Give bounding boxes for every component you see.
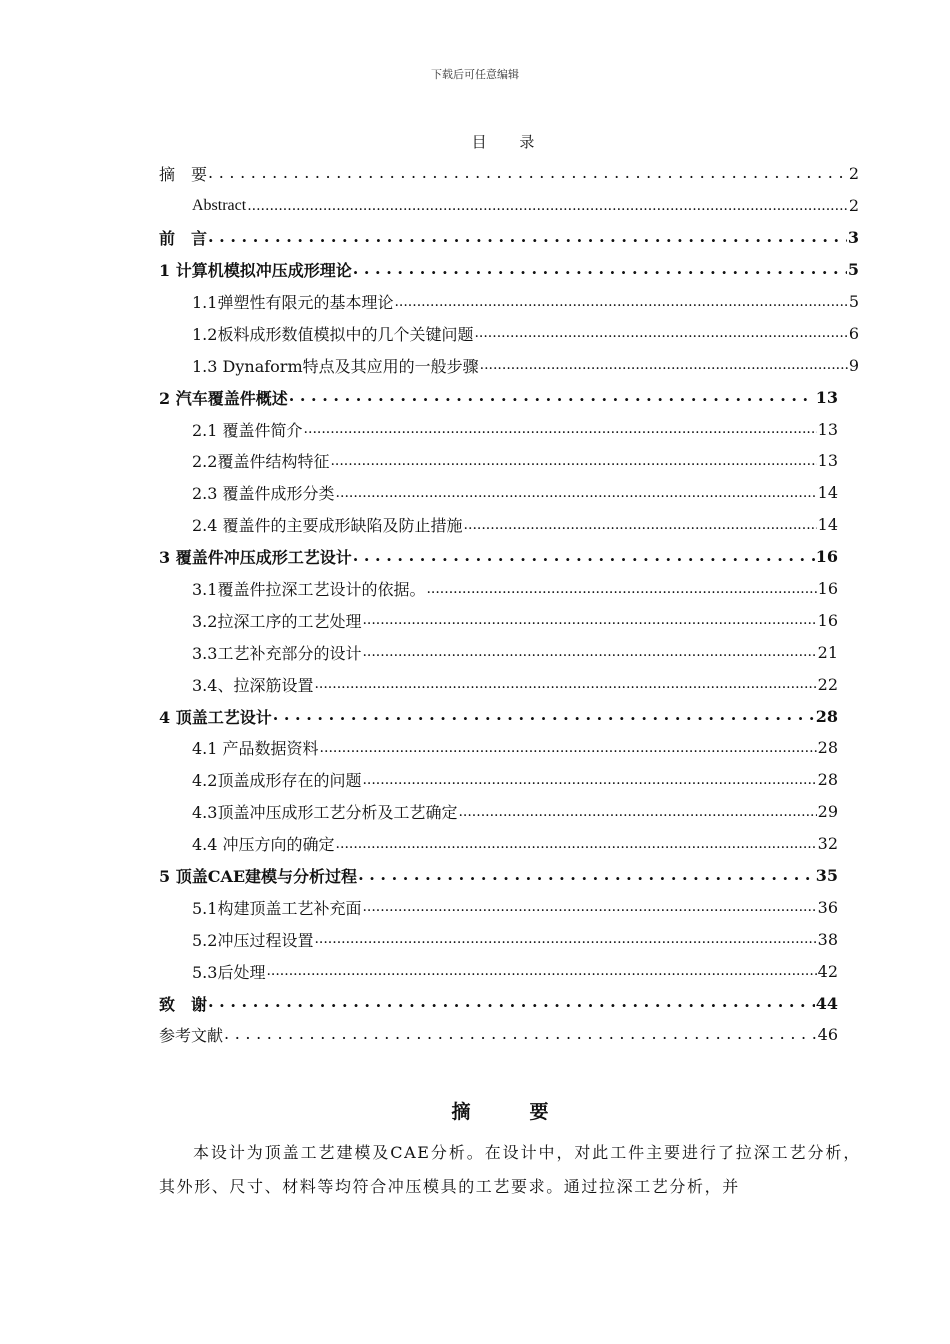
toc-entry-page-number: 35	[815, 866, 838, 886]
toc-dot-leader	[289, 387, 815, 407]
toc-entry[interactable]	[159, 254, 859, 286]
toc-dot-leader	[304, 419, 817, 439]
toc-dot-leader	[208, 164, 848, 184]
toc-entry-label: 3.4、拉深筋设置	[192, 675, 314, 695]
toc-entry[interactable]	[159, 923, 859, 955]
toc-entry-page-number: 13	[815, 387, 838, 407]
toc-entry-page-number: 16	[817, 579, 838, 599]
toc-entry-label: 4.2顶盖成形存在的问题	[192, 771, 362, 791]
toc-title: 目 录	[471, 133, 549, 151]
toc-entry-page-number: 13	[817, 451, 838, 471]
toc-entry[interactable]	[159, 413, 859, 445]
abstract-body: 本设计为顶盖工艺建模及CAE分析。在设计中，对此工件主要进行了拉深工艺分析，其外形、尺寸、材料等均符合冲压模具的工艺要求。通过拉深工艺分析，并	[159, 1143, 861, 1196]
toc-entry-label: 5.2冲压过程设置	[192, 930, 314, 950]
toc-dot-leader	[314, 674, 816, 694]
toc-dot-leader	[336, 483, 817, 503]
toc-entry-page-number: 2	[848, 196, 859, 216]
toc-entry-label: 2.4 覆盖件的主要成形缺陷及防止措施	[192, 516, 463, 536]
toc-dot-leader	[353, 547, 815, 567]
toc-entry[interactable]	[159, 477, 859, 509]
toc-entry-label: 2 汽车覆盖件概述	[159, 388, 288, 408]
toc-entry-label: 5 顶盖CAE建模与分析过程	[159, 867, 358, 887]
toc-dot-leader	[426, 579, 816, 599]
header-note: 下载后可任意编辑	[431, 68, 519, 81]
toc-entry-label: 致 谢	[159, 994, 208, 1014]
toc-entry-page-number: 16	[815, 547, 838, 567]
toc-entry[interactable]	[159, 190, 859, 222]
toc-dot-leader	[330, 451, 816, 471]
toc-entry[interactable]	[159, 700, 859, 732]
toc-entry-label: 2.1 覆盖件简介	[192, 420, 303, 440]
toc-entry[interactable]	[159, 668, 859, 700]
toc-entry-page-number: 42	[817, 961, 838, 981]
toc-entry[interactable]	[159, 349, 859, 381]
toc-entry[interactable]	[159, 891, 859, 923]
toc-entry-page-number: 14	[817, 515, 838, 535]
toc-dot-leader	[208, 228, 847, 248]
toc-entry[interactable]	[159, 317, 859, 349]
toc-entry[interactable]	[159, 764, 859, 796]
toc-dot-leader	[208, 993, 815, 1013]
toc-entry-label: 1.2板料成形数值模拟中的几个关键问题	[192, 324, 474, 344]
toc-entry-page-number: 22	[817, 674, 838, 694]
toc-dot-leader	[353, 260, 847, 280]
toc-entry[interactable]	[159, 987, 859, 1019]
toc-entry-label: 2.2覆盖件结构特征	[192, 452, 330, 472]
toc-entry[interactable]	[159, 381, 859, 413]
toc-dot-leader	[247, 196, 848, 216]
toc-entry-page-number: 32	[817, 834, 838, 854]
toc-dot-leader	[394, 292, 847, 312]
toc-dot-leader	[362, 642, 816, 662]
toc-entry[interactable]	[159, 158, 859, 190]
toc-entry-label: 2.3 覆盖件成形分类	[192, 484, 335, 504]
toc-entry[interactable]	[159, 222, 859, 254]
toc-entry-page-number: 5	[847, 260, 859, 280]
toc-entry-page-number: 28	[817, 738, 838, 758]
toc-entry-page-number: 21	[817, 642, 838, 662]
toc-dot-leader	[224, 1025, 817, 1045]
toc-dot-leader	[273, 706, 815, 726]
table-of-contents	[159, 158, 859, 1051]
toc-entry-label: 参考文献	[159, 1026, 224, 1046]
toc-dot-leader	[336, 834, 817, 854]
toc-entry[interactable]	[159, 286, 859, 318]
toc-dot-leader	[464, 515, 817, 535]
toc-entry-page-number: 28	[815, 706, 838, 726]
toc-entry-page-number: 5	[848, 292, 859, 311]
abstract-title: 摘 要	[451, 1101, 569, 1123]
toc-entry-label: 4.1 产品数据资料	[192, 739, 319, 759]
toc-dot-leader	[266, 961, 816, 981]
toc-entry-label: 5.3后处理	[192, 962, 266, 982]
toc-entry[interactable]	[159, 445, 859, 477]
toc-entry[interactable]	[159, 796, 859, 828]
toc-dot-leader	[362, 770, 816, 790]
toc-entry-label: 4.4 冲压方向的确定	[192, 835, 335, 855]
toc-dot-leader	[458, 802, 816, 822]
toc-entry-label: 3 覆盖件冲压成形工艺设计	[159, 548, 352, 568]
toc-entry-page-number: 3	[847, 228, 859, 248]
toc-entry[interactable]	[159, 732, 859, 764]
toc-entry-page-number: 29	[817, 802, 838, 822]
toc-dot-leader	[362, 897, 816, 917]
toc-entry-label: 3.3工艺补充部分的设计	[192, 643, 362, 663]
toc-entry-page-number: 13	[817, 419, 838, 439]
toc-entry[interactable]	[159, 955, 859, 987]
toc-entry-page-number: 28	[817, 770, 838, 790]
toc-dot-leader	[474, 323, 847, 343]
toc-entry-label: 4 顶盖工艺设计	[159, 707, 272, 727]
toc-entry-page-number: 14	[817, 483, 838, 503]
toc-entry-label: 4.3顶盖冲压成形工艺分析及工艺确定	[192, 803, 458, 823]
toc-entry-label: 1.3 Dynaform特点及其应用的一般步骤	[192, 356, 479, 376]
toc-dot-leader	[320, 738, 817, 758]
toc-entry-label: 1.1弹塑性有限元的基本理论	[192, 293, 394, 312]
toc-entry[interactable]	[159, 1019, 859, 1051]
toc-entry[interactable]	[159, 509, 859, 541]
toc-entry-label: 前 言	[159, 229, 208, 249]
toc-entry-label: Abstract	[192, 196, 247, 214]
toc-entry-label: 摘 要	[159, 165, 208, 185]
toc-entry-page-number: 9	[848, 355, 859, 375]
toc-entry-page-number: 2	[848, 164, 859, 184]
toc-dot-leader	[480, 355, 848, 375]
toc-entry-page-number: 44	[815, 993, 838, 1013]
toc-entry[interactable]	[159, 541, 859, 573]
toc-entry-label: 3.2拉深工序的工艺处理	[192, 611, 362, 631]
toc-entry-page-number: 36	[817, 897, 838, 917]
toc-entry-page-number: 6	[848, 323, 859, 343]
toc-entry[interactable]	[159, 828, 859, 860]
toc-entry[interactable]	[159, 573, 859, 605]
toc-entry-label: 5.1构建顶盖工艺补充面	[192, 898, 362, 918]
toc-dot-leader	[358, 866, 815, 886]
toc-entry[interactable]	[159, 636, 859, 668]
toc-entry-label: 1 计算机模拟冲压成形理论	[159, 261, 352, 281]
toc-entry-label: 3.1覆盖件拉深工艺设计的依据。	[192, 580, 426, 600]
toc-entry-page-number: 16	[817, 610, 838, 630]
toc-dot-leader	[362, 610, 816, 630]
toc-entry[interactable]	[159, 860, 859, 892]
toc-entry-page-number: 38	[817, 929, 838, 949]
toc-entry-page-number: 46	[817, 1025, 838, 1045]
toc-dot-leader	[314, 929, 816, 949]
toc-entry[interactable]	[159, 604, 859, 636]
